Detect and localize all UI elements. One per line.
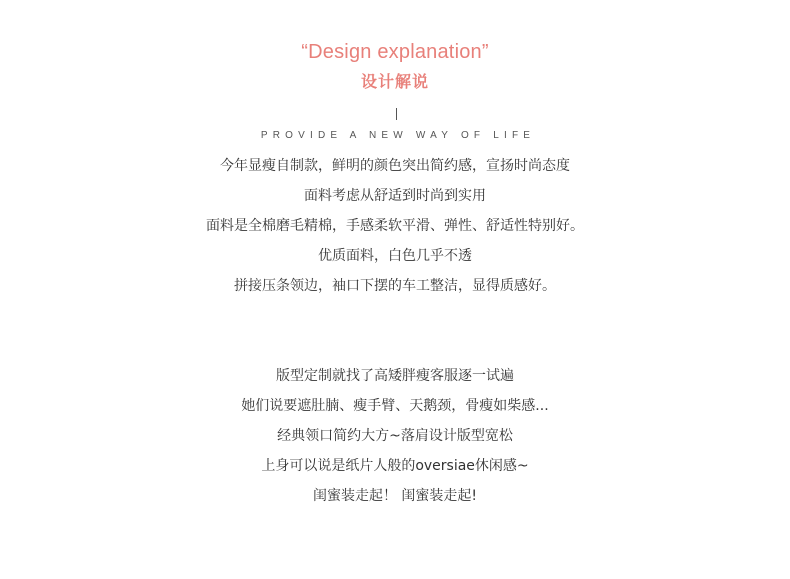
section-one-line-3: 面料是全棉磨毛精棉，手感柔软平滑、弹性、舒适性特别好。 [206, 218, 584, 234]
section-one-line-2: 面料考虑从舒适到时尚到实用 [304, 188, 486, 204]
section-two-line-3: 经典领口简约大方~落肩设计版型宽松 [277, 428, 513, 444]
tagline: PROVIDE A NEW WAY OF LIFE [260, 130, 536, 141]
section-one-line-1: 今年显瘦自制款，鲜明的颜色突出简约感，宣扬时尚态度 [220, 158, 570, 174]
section-two-line-5: 闺蜜装走起！ 闺蜜装走起! [312, 488, 478, 504]
vertical-divider-mark [396, 108, 397, 120]
section-one-line-5: 拼接压条领边，袖口下摆的车工整洁，显得质感好。 [234, 278, 556, 294]
section-two-line-4: 上身可以说是纸片人般的oversiae休闲感~ [261, 458, 529, 474]
section-one-line-4: 优质面料，白色几乎不透 [318, 248, 472, 264]
section-two-line-1: 版型定制就找了高矮胖瘦客服逐一试遍 [276, 368, 514, 384]
title-chinese: 设计解说 [360, 72, 429, 91]
title-english: “Design explanation” [301, 41, 489, 63]
section-two-line-2: 她们说要遮肚腩、瘦手臂、天鹅颈，骨瘦如柴感... [241, 398, 549, 414]
